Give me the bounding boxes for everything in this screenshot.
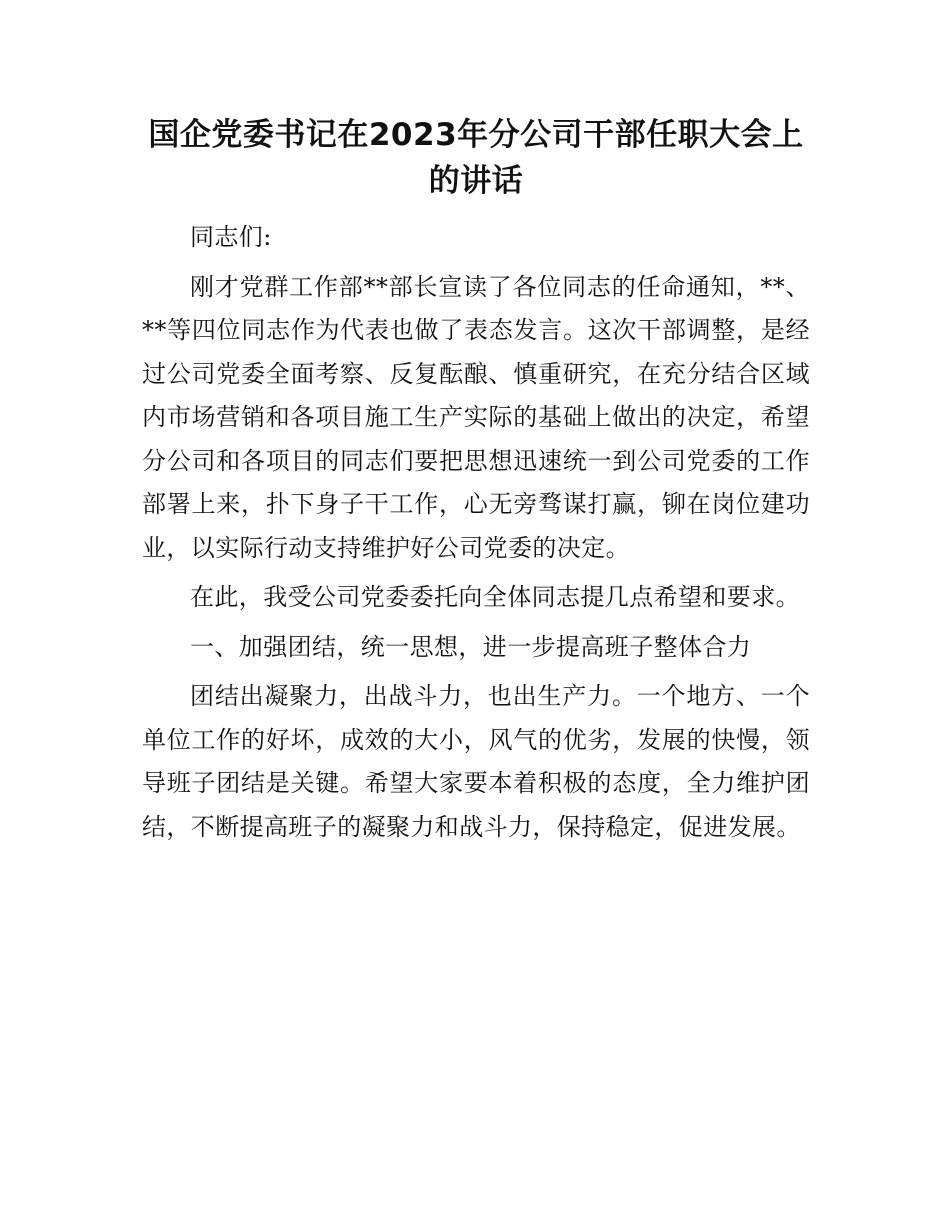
paragraph-requirements: 在此，我受公司党委委托向全体同志提几点希望和要求。 [190, 583, 800, 611]
document-body [142, 112, 810, 855]
salutation: 同志们: [190, 223, 272, 251]
paragraph-intro: 刚才党群工作部**部长宣读了各位同志的任命通知，**、**等四位同志作为代表也做了表态发言。这次干部调整，是经过公司党委全面考察、反复酝酿、慎重研究，在充分结合区域内市场营销和各项目施工生产实际的基础上做出的决定，希望分公司和各项目的同志们要把思想迅速统一到公司党委的工作部署上来，扑下身子干工作，心无旁骛谋打赢，铆在岗位建功业，以实际行动支持维护好公司党委的决定。 [142, 272, 810, 562]
section-heading-1: 一、加强团结，统一思想，进一步提高班子整体合力 [190, 632, 752, 661]
paragraph-unity: 团结出凝聚力，出战斗力，也出生产力。一个地方、一个单位工作的好坏，成效的大小，风气的优劣，发展的快慢，领导班子团结是关键。希望大家要本着积极的态度，全力维护团结，不断提高班子的凝聚力和战斗力，保持稳定，促进发展。 [142, 682, 810, 841]
document-title: 国企党委书记在2023年分公司干部任职大会上的讲话 [148, 117, 804, 199]
